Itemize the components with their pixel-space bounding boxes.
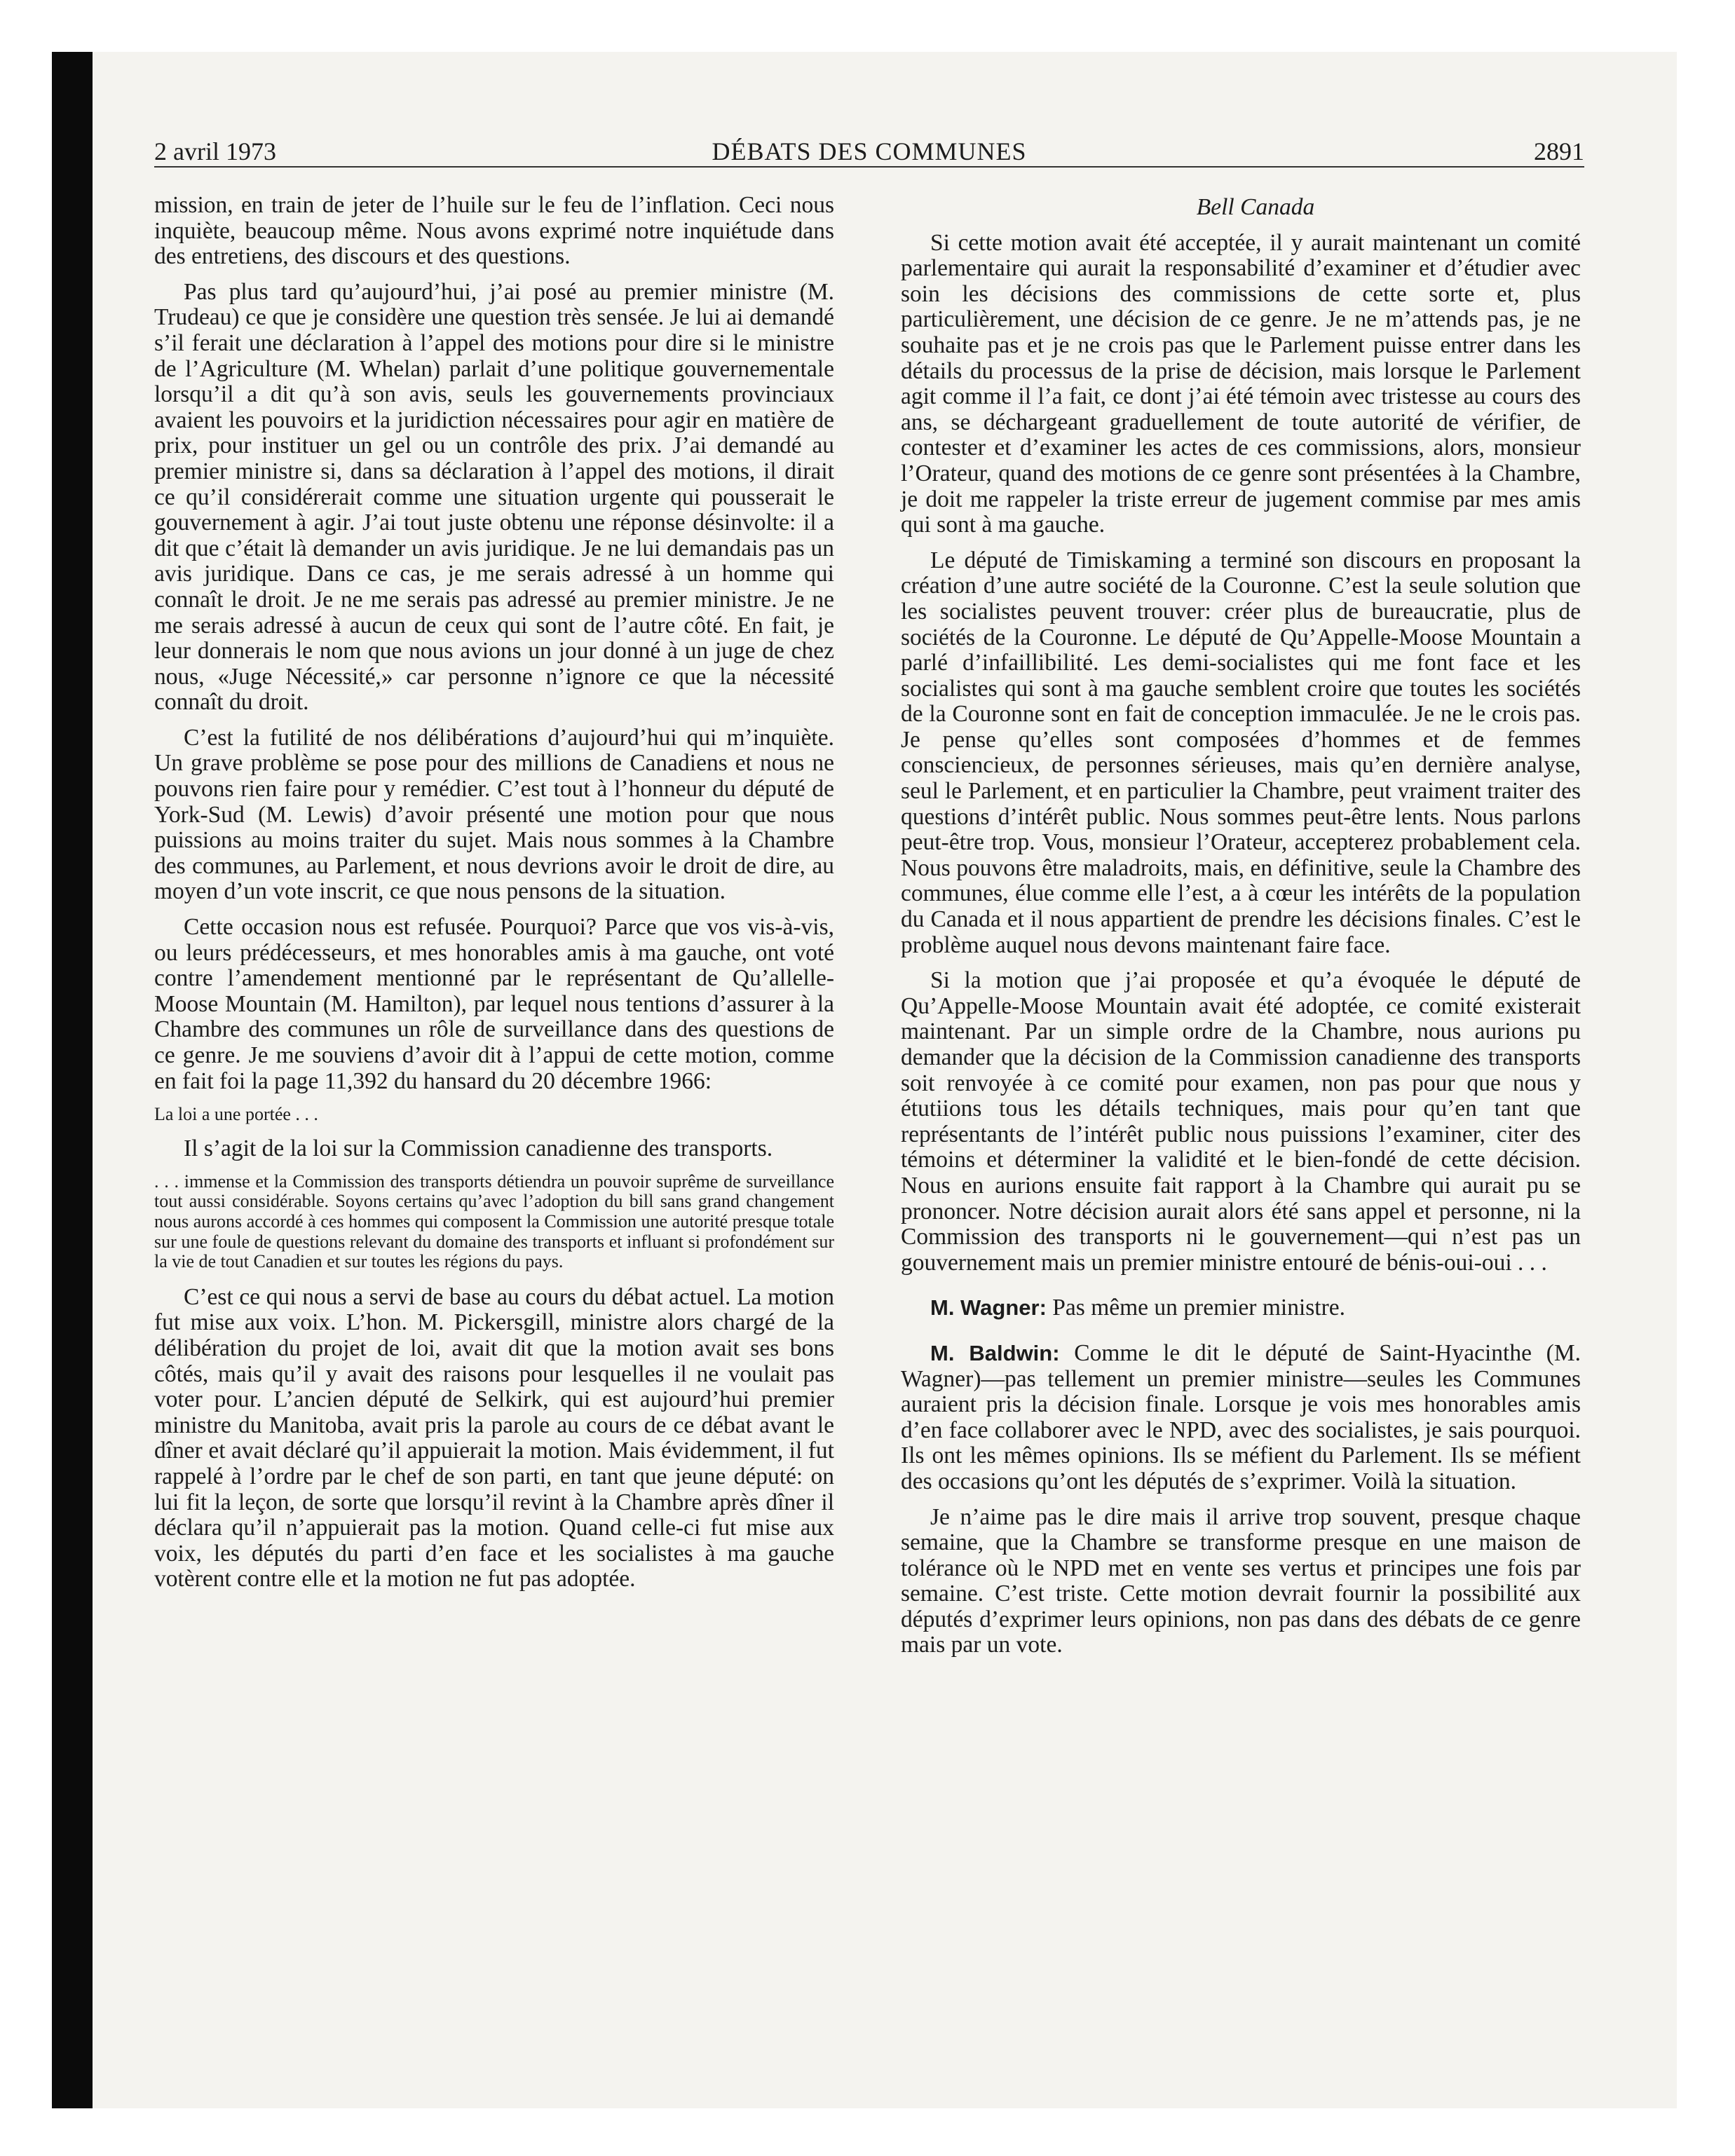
header-date: 2 avril 1973 bbox=[154, 137, 276, 165]
paragraph: Si la motion que j’ai proposée et qu’a évoquée le député de Qu’Appelle-Moose Mountain avait été adoptée, ce comité existerait maintenant. Par un simple ordre de la Chambre, nous aurions pu demander que la décision de la Commission canadienne des transports soit renvoyée à ce comité pour examen, non pas pour que nous y étutiions tous les détails techniques, mais pour qu’en tant que représentants de l’intérêt public nous puissions l’examiner, citer des témoins et déterminer la validité et le bien-fondé de cette décision. Nous en aurions ensuite fait rapport à la Chambre qui aurait pu se prononcer. Notre décision aurait alors été sans appel et personne, ni la Commission des transports ni le gouvernement—qui n’est pas un gouvernement mais un premier ministre entouré de bénis-oui-oui . . . bbox=[901, 967, 1581, 1276]
speech-wagner bbox=[901, 1295, 1581, 1321]
paragraph: C’est ce qui nous a servi de base au cours du débat actuel. La motion fut mise aux voix. L’hon. M. Pickersgill, ministre alors chargé de la délibération du projet de loi, avait dit que la motion avait ses bons côtés, mais qu’il y avait des raisons pour lesquelles il ne voulait pas voter pour. L’ancien député de Selkirk, qui est aujourd’hui premier ministre du Manitoba, avait pris la parole au cours de ce débat avant le dîner et avait déclaré qu’il appuierait la motion. Mais évidemment, il fut rappelé à l’ordre par le chef de son parti, en tant que jeune député: on lui fit la leçon, de sorte que lorsqu’il revint à la Chambre après dîner il déclara qu’il n’appuierait pas la motion. Quand celle-ci fut mise aux voix, les députés du parti d’en face et les socialistes à ma gauche votèrent contre elle et la motion ne fut pas adoptée. bbox=[154, 1283, 834, 1592]
page-number: 2891 bbox=[1534, 137, 1584, 165]
speaker-name: M. Baldwin: bbox=[930, 1340, 1060, 1365]
page-header bbox=[154, 137, 1584, 168]
left-column bbox=[154, 193, 834, 1602]
speech-baldwin bbox=[901, 1341, 1581, 1495]
quotation: La loi a une portée . . . bbox=[154, 1104, 318, 1125]
right-column bbox=[901, 195, 1581, 1668]
paragraph: Si cette motion avait été acceptée, il y aurait maintenant un comité parlementaire qui aurait la responsabilité d’examiner et d’étudier avec soin les décisions des commissions de cette sorte et, plus particulièrement, une décision de ce genre. Je ne m’attends pas, je ne souhaite pas et je ne crois pas que le Parlement puisse entrer dans les détails du processus de la prise de décision, mais lorsque le Parlement agit comme il l’a fait, ce dont j’ai été témoin avec tristesse au cours des ans, se déchargeant graduellement de toute autorité de vérifier, de contester et d’examiner les actes de ces commissions, alors, monsieur l’Orateur, quand des motions de ce genre sont présentées à la Chambre, je doit me rappeler la triste erreur de jugement commise par mes amis qui sont à ma gauche. bbox=[901, 229, 1581, 538]
paragraph: Je n’aime pas le dire mais il arrive trop souvent, presque chaque semaine, que la Chambre se transforme presque en une maison de tolérance où le NPD met en vente ses vertus et principes une fois par semaine. C’est triste. Cette motion devrait fournir la possibilité aux députés d’exprimer leurs opinions, non pas dans des débats de ce genre mais par un vote. bbox=[901, 1503, 1581, 1658]
speech-text: Comme le dit le député de Saint-Hyacinthe (M. Wagner)—pas tellement un premier ministre—seules les Communes auraient pris la décision finale. Lorsque je vois mes honorables amis d’en face collaborer avec le NPD, avec des socialistes, je sais pourquoi. Ils ont les mêmes opinions. Ils se méfient du Parlement. Ils se méfient des occasions qu’ont les députés de s’exprimer. Voilà la situation. bbox=[901, 1339, 1581, 1494]
paragraph: Pas plus tard qu’aujourd’hui, j’ai posé au premier ministre (M. Trudeau) ce que je considère une question très sensée. Je lui ai demandé s’il ferait une déclaration à l’appel des motions pour dire si le ministre de l’Agriculture (M. Whelan) parlait d’une politique gouvernementale lorsqu’il a dit qu’à son avis, seuls les gouvernements provinciaux avaient les pouvoirs et la juridiction nécessaires pour agir en matière de prix, pour instituer un gel ou un contrôle des prix. J’ai demandé au premier ministre si, dans sa déclaration à l’appel des motions, il dirait ce qu’il considérerait comme une situation urgente qui pousserait le gouvernement à agir. J’ai tout juste obtenu une réponse désinvolte: il a dit que c’était là demander un avis juridique. Je ne lui demandais pas un avis juridique. Dans ce cas, je me serais adressé à un homme qui connaît le droit. Je ne me serais pas adressé au premier ministre. Je ne me serais adressé à aucun de ceux qui sont de l’autre côté. En fait, je leur donnerais le nom que nous avions un jour donné à un juge de chez nous, «Juge Nécessité,» car personne n’ignore ce que la nécessité connaît du droit. bbox=[154, 278, 834, 716]
paragraph: Cette occasion nous est refusée. Pourquoi? Parce que vos vis-à-vis, ou leurs prédécesseurs, et mes honorables amis à ma gauche, ont voté contre l’amendement mentionné par le représentant de Qu’allelle-Moose Mountain (M. Hamilton), par lequel nous tentions d’assurer à la Chambre des communes un rôle de surveillance dans des questions de ce genre. Je me souviens d’avoir dit à l’appui de cette motion, comme en fait foi la page 11,392 du hansard du 20 décembre 1966: bbox=[154, 914, 834, 1094]
section-heading: Bell Canada bbox=[1196, 194, 1315, 220]
quotation: . . . immense et la Commission des transports détiendra un pouvoir suprême de surveillance tout aussi considérable. Soyons certains qu’avec l’adoption du bill sans grand changement nous aurons accordé à ces hommes qui composent la Commission une autorité presque totale sur une foule de questions relevant du domaine des transports et influant si profondément sur la vie de tout Canadien et sur toutes les régions du pays. bbox=[154, 1171, 834, 1272]
paragraph: Le député de Timiskaming a terminé son discours en proposant la création d’une autre société de la Couronne. C’est la seule solution que les socialistes peuvent trouver: créer plus de bureaucratie, plus de sociétés de la Couronne. Le député de Qu’Appelle-Moose Mountain a parlé d’infaillibilité. Les demi-socialistes qui me font face et les socialistes qui sont à ma gauche semblent croire que toutes les sociétés de la Couronne sont en fait de conception immaculée. Je ne le crois pas. Je pense qu’elles sont composées d’hommes et de femmes consciencieux, de personnes sérieuses, mais qu’en dernière analyse, seul le Parlement, et en particulier la Chambre, peut vraiment traiter des questions d’intérêt public. Nous sommes peut-être lents. Nous parlons peut-être trop. Vous, monsieur l’Orateur, accepterez probablement cela. Nous pouvons être maladroits, mais, en définitive, seule la Chambre des communes, élue comme elle l’est, a à cœur les intérêts de la population du Canada et il nous appartient de prendre les décisions finales. C’est le problème auquel nous devons maintenant faire face. bbox=[901, 547, 1581, 958]
paragraph: mission, en train de jeter de l’huile sur le feu de l’inflation. Ceci nous inquiète, beaucoup même. Nous avons exprimé notre inquiétude dans des entretiens, des discours et des questions. bbox=[154, 192, 834, 270]
paragraph: C’est la futilité de nos délibérations d’aujourd’hui qui m’inquiète. Un grave problème se pose pour des millions de Canadiens et nous ne pouvons rien faire pour y remédier. C’est tout à l’honneur du député de York-Sud (M. Lewis) d’avoir présenté une motion pour que nous puissions au moins traiter du sujet. Mais nous sommes à la Chambre des communes, au Parlement, et nous devrions avoir le droit de dire, au moyen d’un vote inscrit, ce que nous pensons de la situation. bbox=[154, 724, 834, 905]
speech-text: Pas même un premier ministre. bbox=[1046, 1295, 1346, 1321]
header-title: DÉBATS DES COMMUNES bbox=[712, 137, 1027, 165]
paragraph: Il s’agit de la loi sur la Commission canadienne des transports. bbox=[184, 1135, 773, 1162]
speaker-name: M. Wagner: bbox=[930, 1295, 1047, 1321]
scan-edge bbox=[52, 52, 93, 2108]
